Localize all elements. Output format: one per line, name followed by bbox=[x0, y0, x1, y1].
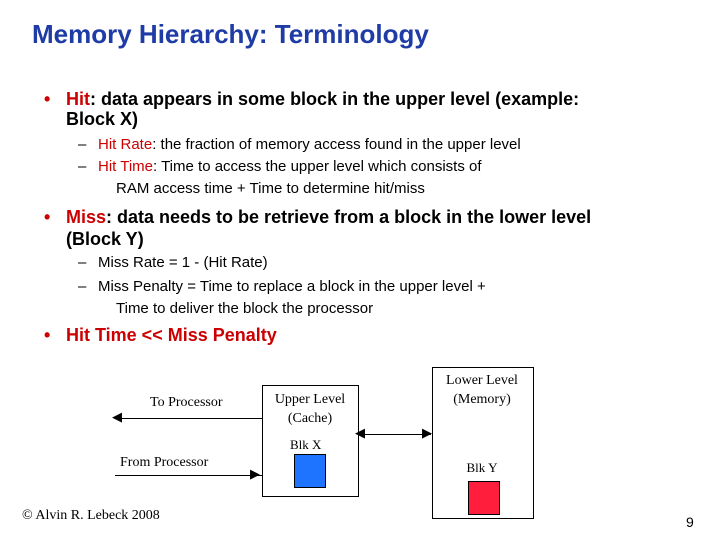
hit-definition-line1 bbox=[66, 89, 579, 110]
hit-time-continuation: RAM access time + Time to determine hit/miss bbox=[116, 180, 425, 197]
cache-label: (Cache) bbox=[287, 411, 333, 426]
hit-term: Hit bbox=[66, 89, 90, 109]
cache-memory-link bbox=[358, 434, 431, 435]
from-processor-label: From Processor bbox=[120, 455, 209, 470]
blk-y-label: Blk Y bbox=[466, 460, 498, 475]
hit-time-rest: : Time to access the upper level which consists of bbox=[153, 158, 482, 175]
hit-rate-rest: : the fraction of memory access found in the upper level bbox=[152, 136, 521, 153]
hit-definition-line2: Block X) bbox=[66, 109, 139, 129]
hit-rest-line1: : data appears in some block in the upper level (example: bbox=[90, 89, 580, 109]
bullet-marker: • bbox=[44, 207, 51, 227]
upper-level-label: Upper Level bbox=[274, 392, 346, 407]
hit-vs-miss-statement: Hit Time << Miss Penalty bbox=[66, 325, 277, 345]
bullet-marker: • bbox=[44, 89, 51, 109]
miss-bullet bbox=[44, 207, 50, 228]
blk-y-block bbox=[468, 481, 500, 515]
slide-title: Memory Hierarchy: Terminology bbox=[32, 19, 429, 49]
copyright: © Alvin R. Lebeck 2008 bbox=[22, 508, 160, 523]
arrow-right-head: ▶ bbox=[422, 425, 432, 440]
miss-rate-line: Miss Rate = 1 - (Hit Rate) bbox=[98, 254, 268, 271]
sub-marker: – bbox=[78, 136, 87, 153]
hit-time-term: Hit Time bbox=[98, 158, 154, 175]
lower-level-label: Lower Level bbox=[446, 373, 518, 388]
hit-rate-term: Hit Rate bbox=[98, 136, 153, 153]
bullet-marker: • bbox=[44, 325, 51, 345]
to-processor-arrow bbox=[115, 418, 262, 419]
from-processor-arrow bbox=[115, 475, 262, 476]
hit-rate-line bbox=[98, 136, 521, 153]
arrow-left-head: ◀ bbox=[355, 425, 365, 440]
miss-definition-line2: (Block Y) bbox=[66, 229, 144, 249]
miss-penalty-continuation: Time to deliver the block the processor bbox=[116, 300, 374, 317]
memory-label: (Memory) bbox=[453, 392, 511, 407]
sub-marker: – bbox=[78, 158, 87, 175]
arrow-right-head: ▶ bbox=[250, 466, 260, 481]
to-processor-label: To Processor bbox=[150, 395, 223, 410]
compare-bullet bbox=[44, 325, 50, 346]
sub-marker: – bbox=[78, 278, 87, 295]
blk-x-label: Blk X bbox=[290, 437, 322, 452]
miss-penalty-line: Miss Penalty = Time to replace a block in the upper level + bbox=[98, 278, 486, 295]
miss-rest-line1: : data needs to be retrieve from a block in the lower level bbox=[106, 207, 592, 227]
miss-definition-line1 bbox=[66, 207, 591, 228]
hit-bullet bbox=[44, 89, 50, 110]
sub-marker: – bbox=[78, 254, 87, 271]
miss-term: Miss bbox=[66, 207, 107, 227]
page-number: 9 bbox=[686, 514, 694, 530]
blk-x-block bbox=[294, 454, 326, 488]
hit-time-line bbox=[98, 158, 482, 175]
arrow-left-head: ◀ bbox=[112, 409, 122, 424]
